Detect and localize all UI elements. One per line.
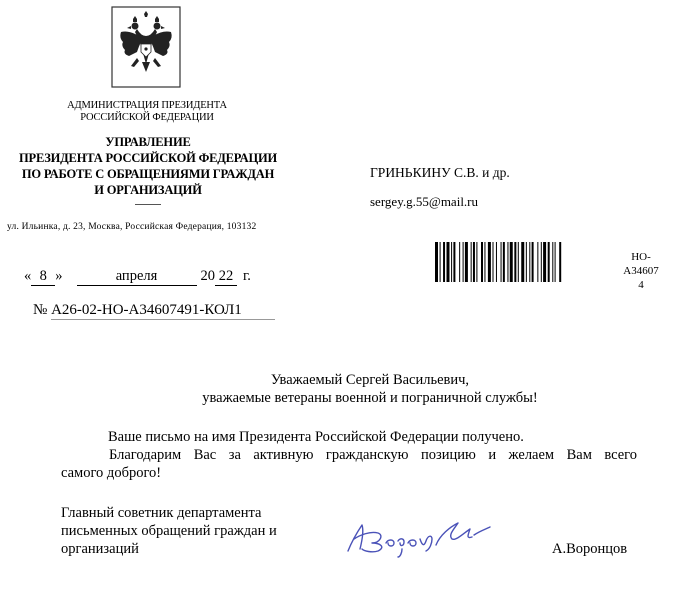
- barcode-bar: [541, 242, 542, 282]
- barcode-label-line-3: 4: [638, 279, 644, 291]
- barcode-bar: [496, 242, 497, 282]
- signer-name: А.Воронцов: [552, 541, 628, 557]
- barcode-bar: [447, 242, 450, 282]
- department-heading: [8, 134, 288, 198]
- number-sign: №: [33, 302, 48, 318]
- barcode-bar: [488, 242, 491, 282]
- barcode-bar: [473, 242, 475, 282]
- barcode-bar: [451, 242, 452, 282]
- barcode-bar: [510, 242, 513, 282]
- signer-position: [61, 504, 277, 558]
- dept-line-3: ПО РАБОТЕ С ОБРАЩЕНИЯМИ ГРАЖДАН: [21, 167, 275, 181]
- admin-line-2: РОССИЙСКОЙ ФЕДЕРАЦИИ: [80, 112, 214, 123]
- barcode-bar: [440, 242, 441, 282]
- date-day: 8: [31, 267, 55, 286]
- barcode-bar: [443, 242, 445, 282]
- date-open-quote: «: [24, 268, 32, 284]
- divider: [135, 204, 161, 205]
- date-year-unit: г.: [243, 268, 251, 284]
- barcode-bar: [453, 242, 455, 282]
- position-line-1: Главный советник департамента: [61, 505, 262, 521]
- paragraph-2-line-1: Благодарим Вас за активную гражданскую позицию и желаем Вам всего: [109, 447, 637, 463]
- barcode-bar: [518, 242, 519, 282]
- dept-line-2: ПРЕЗИДЕНТА РОССИЙСКОЙ ФЕДЕРАЦИИ: [18, 151, 278, 165]
- paragraph-2-line-2: самого доброго!: [61, 465, 162, 481]
- barcode-bar: [529, 242, 530, 282]
- barcode-label-line-2: А34607: [623, 265, 659, 277]
- barcode-label-line-1: НО-: [631, 251, 651, 263]
- double-headed-eagle-icon: [111, 6, 181, 88]
- barcode-bar: [555, 242, 556, 282]
- barcode-bar: [471, 242, 472, 282]
- barcode-bar: [503, 242, 505, 282]
- reference-number-value: А26-02-НО-А34607491-КОЛ1: [51, 302, 275, 320]
- dept-line-1: УПРАВЛЕНИЕ: [105, 135, 191, 149]
- barcode-bar: [526, 242, 527, 282]
- position-line-2: письменных обращений граждан и: [61, 523, 277, 539]
- recipient-name: ГРИНЬКИНУ С.В. и др.: [370, 165, 510, 180]
- barcode-bar: [435, 242, 438, 282]
- greeting-line-2: уважаемые ветераны военной и пограничной службы!: [202, 390, 538, 406]
- paragraph-1: Ваше письмо на имя Президента Российской Федерации получено.: [108, 429, 524, 445]
- barcode-bar: [532, 242, 534, 282]
- date-year-prefix: 20: [200, 268, 215, 284]
- barcode-bar: [493, 242, 494, 282]
- letter-date: [24, 267, 251, 286]
- date-year-suffix: 22: [215, 267, 237, 286]
- dept-line-4: И ОРГАНИЗАЦИЙ: [94, 183, 202, 197]
- signature-icon: [340, 505, 500, 560]
- barcode-bar: [459, 242, 460, 282]
- handwritten-signature: [340, 505, 500, 560]
- date-month: апреля: [77, 267, 197, 286]
- barcode-bar: [537, 242, 538, 282]
- barcode-bar: [548, 242, 550, 282]
- greeting-line-1: Уважаемый Сергей Васильевич,: [270, 372, 470, 388]
- barcode-bar: [552, 242, 553, 282]
- position-line-3: организаций: [61, 541, 139, 557]
- barcode: [435, 242, 615, 282]
- barcode-bar: [521, 242, 524, 282]
- administration-heading: [44, 100, 250, 124]
- barcode-label: [621, 250, 661, 292]
- recipient-email: sergey.g.55@mail.ru: [370, 194, 479, 209]
- paragraph-2: [61, 446, 637, 482]
- barcode-bar: [501, 242, 502, 282]
- barcode-bar: [463, 242, 464, 282]
- barcode-bar: [476, 242, 477, 282]
- date-close-quote: »: [55, 268, 63, 284]
- greeting: [160, 371, 580, 407]
- barcode-icon: [435, 242, 615, 282]
- barcode-bar: [543, 242, 546, 282]
- barcode-bar: [484, 242, 485, 282]
- barcode-bar: [465, 242, 468, 282]
- barcode-bar: [507, 242, 508, 282]
- barcode-bar: [559, 242, 561, 282]
- barcode-bar: [514, 242, 516, 282]
- sender-address: ул. Ильинка, д. 23, Москва, Российская Федерация, 103132: [7, 222, 257, 232]
- barcode-bar: [481, 242, 483, 282]
- admin-line-1: АДМИНИСТРАЦИЯ ПРЕЗИДЕНТА: [67, 100, 227, 111]
- emblem: [111, 6, 181, 88]
- reference-number: [33, 302, 275, 320]
